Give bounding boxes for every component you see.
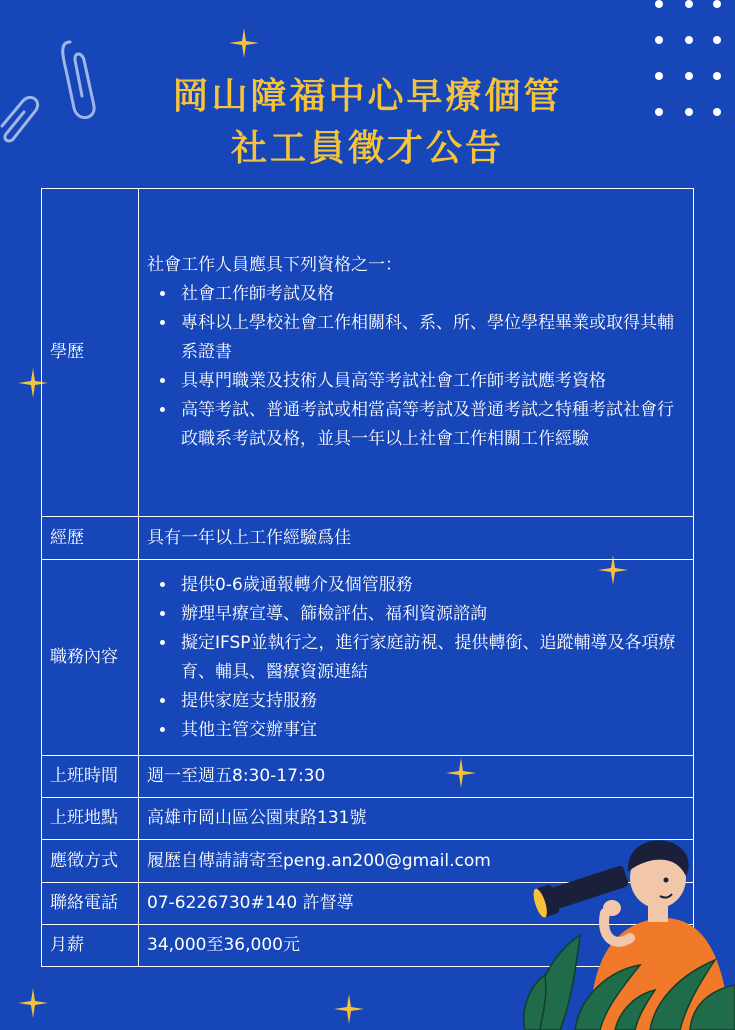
sparkle-icon [229,28,259,58]
list-item: • 高等考試、普通考試或相當高等考試及普通考試之特種考試社會行政職系考試及格，並具一年以上社會工作相關工作經驗 [177,396,685,454]
leaves [520,915,735,1030]
list-item: • 其他主管交辦事宜 [177,716,685,745]
education-list [147,280,685,454]
table-row-hours [42,756,694,798]
row-label: 應徵方式 [42,840,139,883]
sparkle-icon [18,988,48,1018]
row-value: 週一至週五8:30-17:30 [139,756,694,798]
list-item: • 辦理早療宣導、篩檢評估、福利資源諮詢 [177,600,685,629]
row-label: 聯絡電話 [42,883,139,925]
row-label: 學歷 [42,189,139,517]
row-value: 34,000至36,000元 [139,925,694,967]
page-title-line1: 岡山障福中心早療個管 [172,76,563,117]
row-value: 高雄市岡山區公園東路131號 [139,798,694,840]
list-item: • 提供0-6歲通報轉介及個管服務 [177,571,685,600]
row-label: 月薪 [42,925,139,967]
row-value: 履歷自傳請請寄至peng.an200@gmail.com [139,840,694,883]
page-title-line2: 社工員徵才公告 [230,128,504,169]
row-value: 具有一年以上工作經驗爲佳 [139,517,694,560]
row-label: 上班地點 [42,798,139,840]
table-row-experience [42,517,694,560]
list-item: • 提供家庭支持服務 [177,687,685,716]
duties-content [139,560,694,756]
sparkle-icon [334,994,364,1024]
table-row-location [42,798,694,840]
row-value: 07-6226730#140 許督導 [139,883,694,925]
education-intro: 社會工作人員應具下列資格之一： [147,255,402,275]
duties-list [147,571,685,745]
list-item: • 專科以上學校社會工作相關科、系、所、學位學程畢業或取得其輔系證書 [177,309,685,367]
list-item: • 具專門職業及技術人員高等考試社會工作師考試應考資格 [177,367,685,396]
row-label: 職務內容 [42,560,139,756]
list-item: • 擬定IFSP並執行之，進行家庭訪視、提供轉銜、追蹤輔導及各項療育、輔具、醫療資源連結 [177,629,685,687]
table-row-education [42,189,694,517]
table-row-duties [42,560,694,756]
list-item: • 社會工作師考試及格 [177,280,685,309]
row-label: 經歷 [42,517,139,560]
education-content [139,189,694,517]
row-label: 上班時間 [42,756,139,798]
